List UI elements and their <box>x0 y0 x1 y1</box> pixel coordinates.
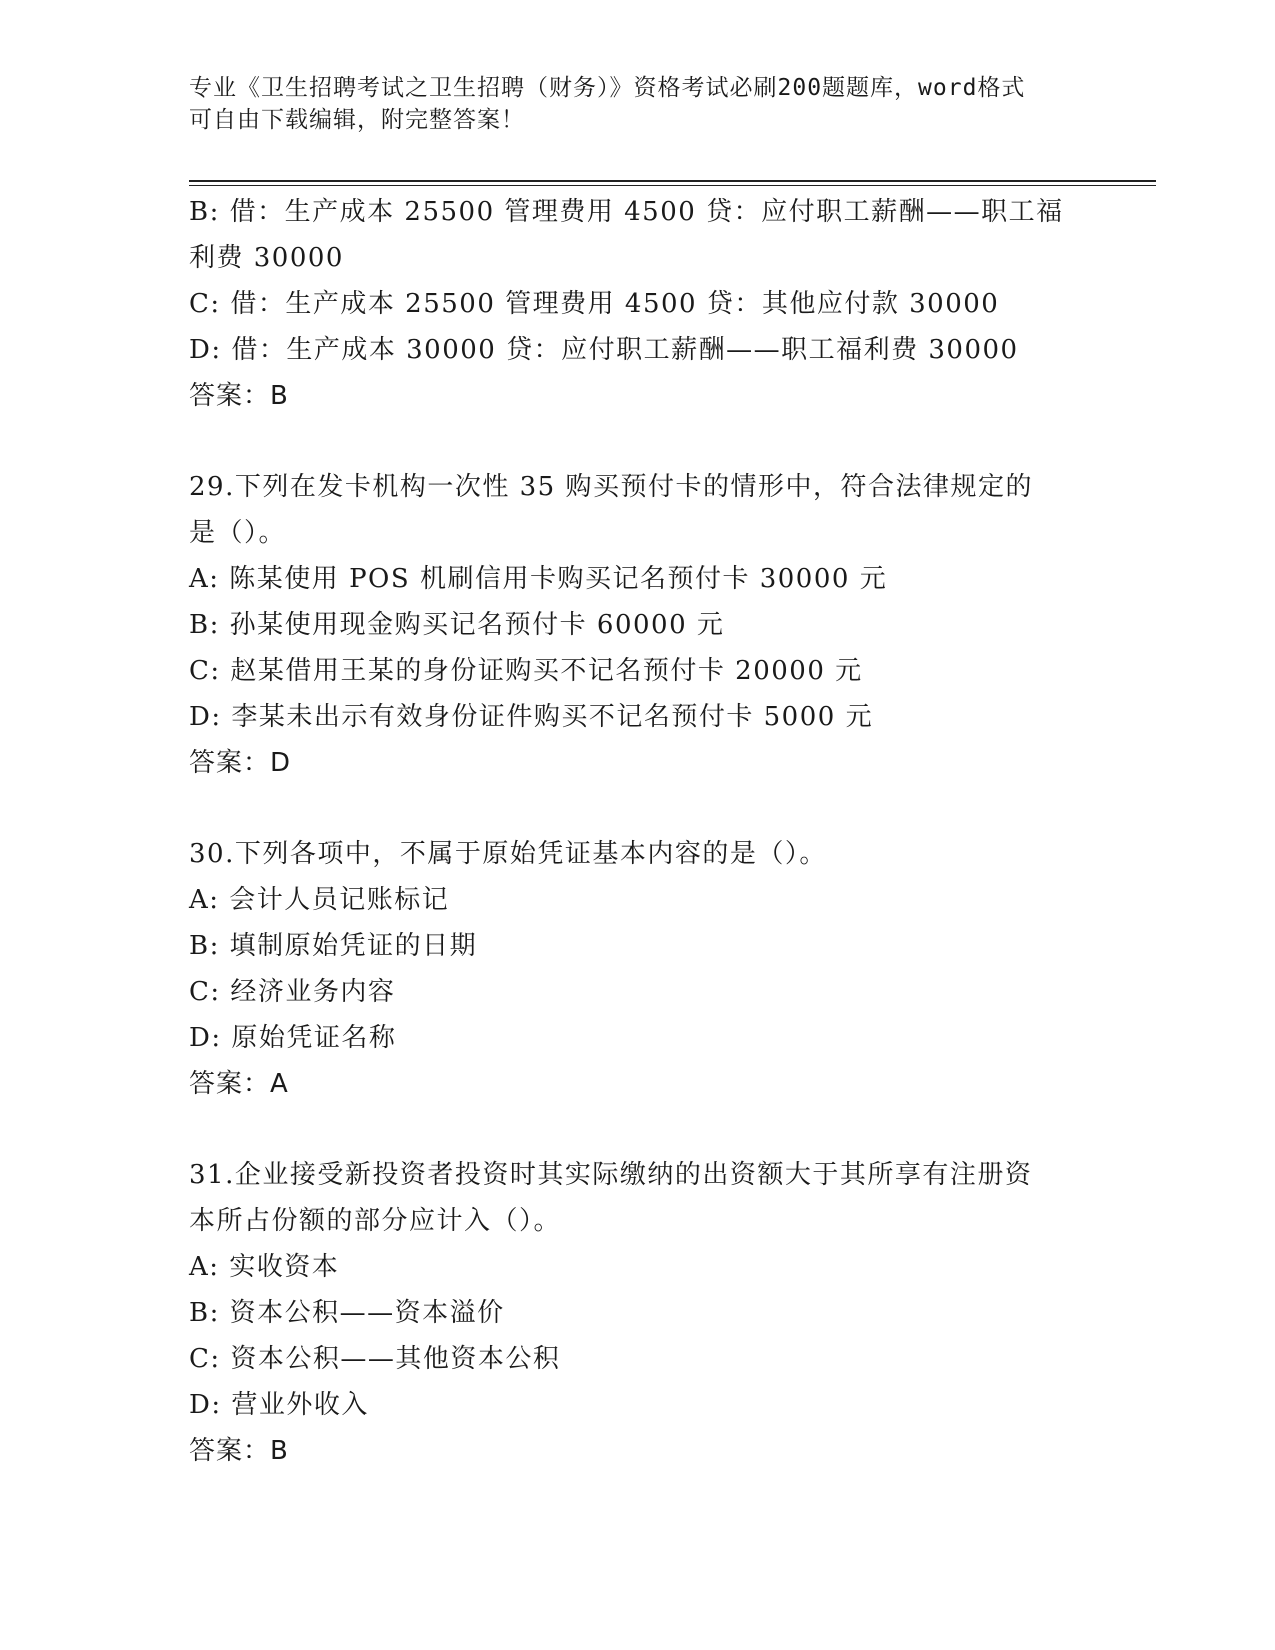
option-c: C: 经济业务内容 <box>189 977 396 1007</box>
option-a: A: 会计人员记账标记 <box>189 885 450 915</box>
option-c: C: 资本公积——其他资本公积 <box>189 1344 561 1374</box>
question-stem: 29.下列在发卡机构一次性 35 购买预付卡的情形中，符合法律规定的 <box>189 472 1033 502</box>
spacer <box>189 786 1089 831</box>
option-c: C: 借：生产成本 25500 管理费用 4500 贷：其他应付款 30000 <box>189 289 1000 319</box>
document-header <box>189 72 1089 136</box>
answer: 答案：D <box>189 748 292 778</box>
header-title-line2: 可自由下载编辑，附完整答案！ <box>189 107 525 133</box>
answer: 答案：B <box>189 1436 289 1466</box>
option-d: D: 原始凭证名称 <box>189 1023 397 1053</box>
question-31 <box>189 1152 1089 1474</box>
question-list <box>189 189 1089 1474</box>
question-29 <box>189 464 1089 786</box>
option-b: B: 借：生产成本 25500 管理费用 4500 贷：应付职工薪酬——职工福 <box>189 197 1064 227</box>
header-divider <box>189 180 1156 186</box>
spacer <box>189 1107 1089 1152</box>
answer: 答案：B <box>189 381 289 411</box>
question-stem-continued: 是（）。 <box>189 518 287 548</box>
option-d: D: 李某未出示有效身份证件购买不记名预付卡 5000 元 <box>189 702 874 732</box>
question-30 <box>189 831 1089 1107</box>
answer: 答案：A <box>189 1069 289 1099</box>
option-a: A: 实收资本 <box>189 1252 340 1282</box>
option-b-continued: 利费 30000 <box>189 243 344 273</box>
question-stem: 31.企业接受新投资者投资时其实际缴纳的出资额大于其所享有注册资 <box>189 1160 1033 1190</box>
header-title-line1: 专业《卫生招聘考试之卫生招聘（财务）》资格考试必刷200题题库，word格式 <box>189 75 1026 101</box>
option-a: A: 陈某使用 POS 机刷信用卡购买记名预付卡 30000 元 <box>189 564 888 594</box>
option-d: D: 借：生产成本 30000 贷：应付职工薪酬——职工福利费 30000 <box>189 335 1019 365</box>
option-b: B: 资本公积——资本溢价 <box>189 1298 505 1328</box>
option-b: B: 孙某使用现金购买记名预付卡 60000 元 <box>189 610 725 640</box>
question-stem-continued: 本所占份额的部分应计入（）。 <box>189 1206 562 1236</box>
question-stem: 30.下列各项中，不属于原始凭证基本内容的是（）。 <box>189 839 827 869</box>
question-28-continued <box>189 189 1089 419</box>
option-b: B: 填制原始凭证的日期 <box>189 931 478 961</box>
option-c: C: 赵某借用王某的身份证购买不记名预付卡 20000 元 <box>189 656 863 686</box>
option-d: D: 营业外收入 <box>189 1390 369 1420</box>
spacer <box>189 419 1089 464</box>
